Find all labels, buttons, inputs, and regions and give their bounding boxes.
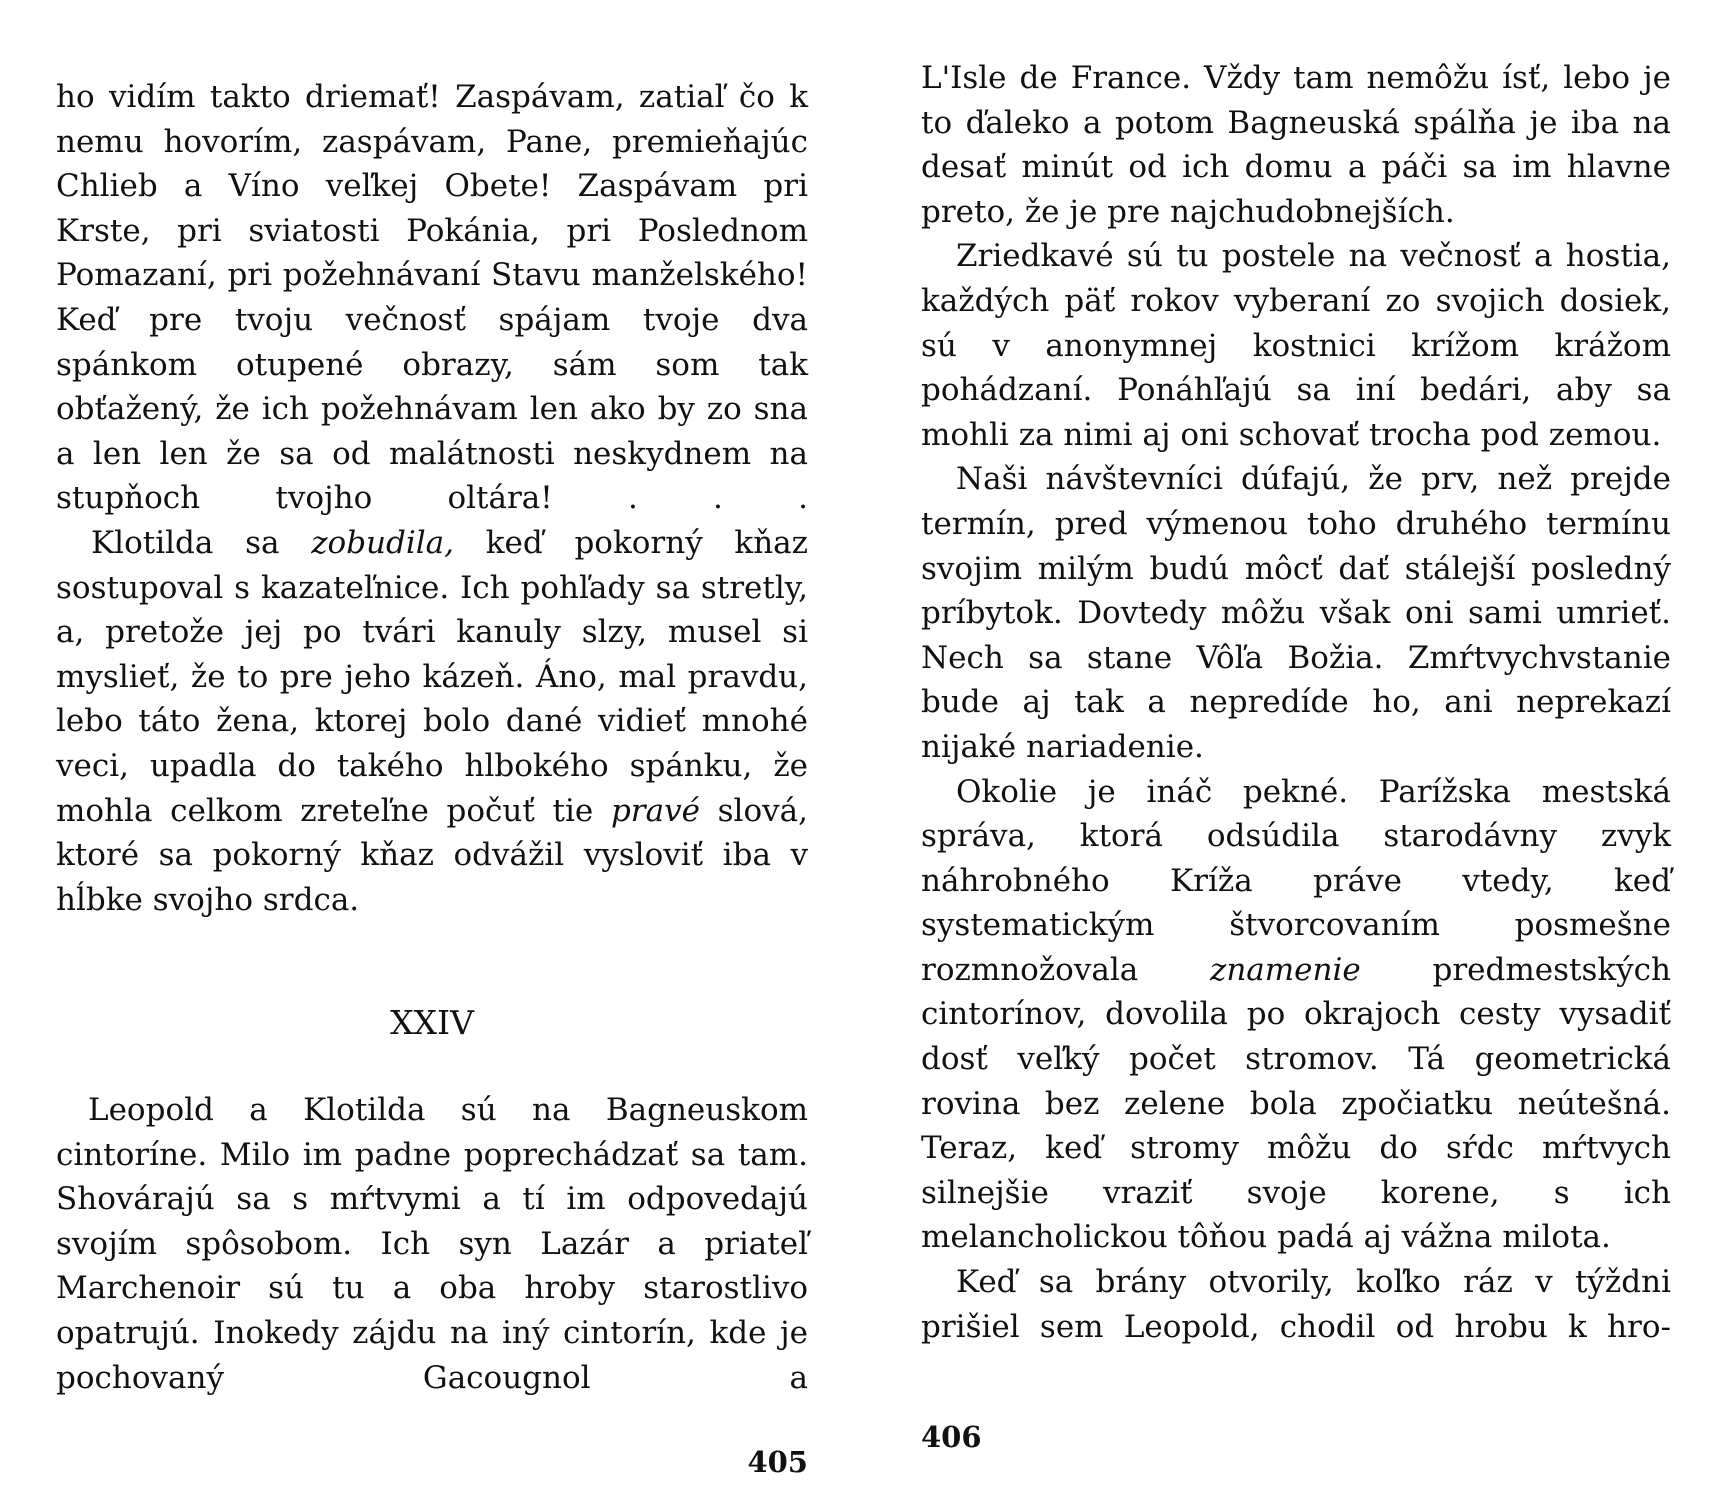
- right-page: [921, 0, 1671, 1500]
- right-paragraph-4-part-b: predmestských cintorínov, dovolila po okrajoch cesty vysadiť dosť veľký počet stromov. Tá geometrická rovina bez zelene bola zpočiatku neútešná. Teraz, keď stromy môžu do sŕdc mŕtvych silnejšie vraziť svoje korene, s ich melancholickou tôňou padá aj vážna milota.: [921, 951, 1671, 1256]
- right-paragraph-3: Naši návštevníci dúfajú, že prv, než prejde termín, pred výmenou toho druhého termínu svojim milým budú môcť dať stálejší posledný príbytok. Dovtedy môžu však oni sami umrieť. Nech sa stane Vôľa Božia. Zmŕtvychvstanie bude aj tak a nepredíde ho, ani neprekazí nijaké nariadenie.: [921, 461, 1671, 765]
- right-paragraph-1: L'Isle de France. Vždy tam nemôžu ísť, lebo je to ďaleko a potom Bagneuská spálňa je iba na desať minút od ich domu a páči sa im hlavne preto, že je pre najchudobnejších.: [921, 60, 1671, 230]
- right-paragraph-4: [921, 770, 1671, 1261]
- right-paragraph-4-part-a: Okolie je ináč pekné. Parížska mestská správa, ktorá odsúdila starodávny zvyk náhrobného Kríža práve vtedy, keď systematickým štvorcovaním posmešne rozmnožovala: [921, 773, 1671, 988]
- left-paragraph-2-part-c: slová, ktoré sa pokorný kňaz odvážil vysloviť iba v hĺbke svojho srdca.: [56, 792, 808, 918]
- chapter-heading: XXIV: [390, 1003, 474, 1042]
- left-page-text-top: [56, 75, 808, 922]
- page-number-left: 405: [747, 1445, 808, 1479]
- left-paragraph-2-part-b: keď pokorný kňaz sostupoval s kazateľnice. Ich pohľady sa stretly, a, pretože jej po tvári kanuly slzy, musel si myslieť, že to pre jeho kázeň. Áno, mal pravdu, lebo táto žena, ktorej bolo dané vidieť mnohé veci, upadla do takého hlbokého spánku, že mohla celkom zreteľne počuť tie: [56, 524, 809, 829]
- right-paragraph-5: Keď sa brány otvorily, koľko ráz v týždni prišiel sem Leopold, chodil od hrobu k hro-: [921, 1264, 1671, 1345]
- left-paragraph-2-emphasis-1: zobudila,: [311, 524, 455, 561]
- page-number-right: 406: [921, 1420, 982, 1454]
- left-paragraph-2-part-a: Klotilda sa: [91, 524, 312, 561]
- right-paragraph-2: Zriedkavé sú tu postele na večnosť a hostia, každých päť rokov vyberaní zo svojich dosiek, sú v anonymnej kostnici krížom krážom pohádzaní. Ponáhľajú sa iní bedári, aby sa mohli za nimi aj oni schovať trocha pod zemou.: [921, 238, 1671, 453]
- left-paragraph-3: Leopold a Klotilda sú na Bagneuskom cintoríne. Milo im padne poprechádzať sa tam. Shovárajú sa s mŕtvymi a tí im odpovedajú svojím spôsobom. Ich syn Lazár a priateľ Marchenoir sú tu a oba hroby starostlivo opatrujú. Inokedy zájdu na iný cintorín, kde je pochovaný Gacougnol a: [56, 1092, 808, 1396]
- left-paragraph-1: ho vidím takto driemať! Zaspávam, zatiaľ čo k nemu hovorím, zaspávam, Pane, premieňajúc Chlieb a Víno veľkej Obete! Zaspávam pri Krste, pri sviatosti Pokánia, pri Poslednom Pomazaní, pri požehnávaní Stavu manželského! Keď pre tvoju večnosť spájam tvoje dva spánkom otupené obrazy, sám som tak obťažený, že ich požehnávam len ako by zo sna a len len že sa od malátnosti neskydnem na stupňoch tvojho oltára! . . .: [56, 79, 808, 517]
- left-paragraph-2-emphasis-2: pravé: [610, 792, 700, 829]
- right-paragraph-4-emphasis: znamenie: [1209, 951, 1361, 988]
- left-page: [56, 0, 808, 1500]
- left-page-text-bottom: [56, 1088, 808, 1400]
- left-paragraph-2: [56, 521, 808, 922]
- right-page-text: [921, 56, 1671, 1349]
